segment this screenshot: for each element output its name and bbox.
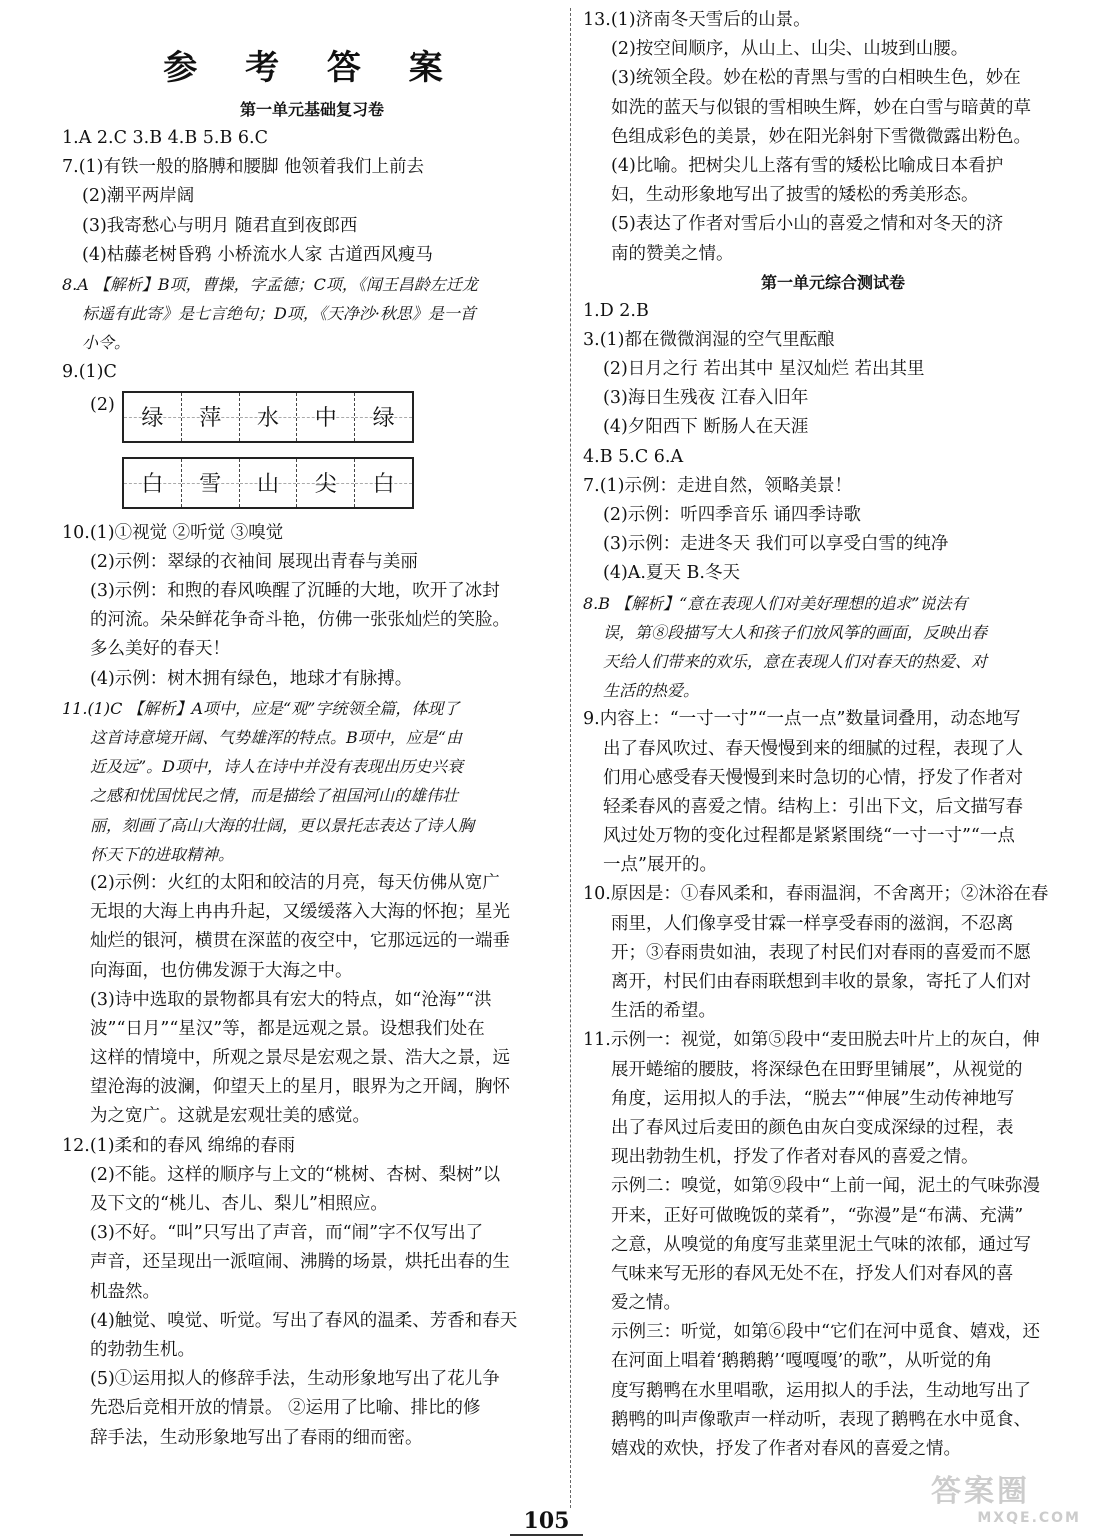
grid-cell (296, 459, 354, 507)
answer-line: 的勃勃生机。 (90, 1339, 195, 1360)
answer-line: (4)示例：树木拥有绿色，地球才有脉搏。 (90, 668, 413, 689)
answer-line: 波”“日月”“星汉”等，都是远观之景。设想我们处在 (90, 1018, 485, 1039)
answer-line: 的河流。朵朵鲜花争奇斗艳，仿佛一张张灿烂的笑脸。 (90, 610, 510, 631)
answer-line: (3)示例：走进冬天 我们可以享受白雪的纯净 (603, 534, 949, 555)
answer-line: 灿烂的银河，横贯在深蓝的夜空中，它那远远的一端垂 (90, 931, 510, 952)
grid-character: 山 (256, 472, 279, 498)
answer-line: 色组成彩色的美景，妙在阳光斜射下雪微微露出粉色。 (611, 126, 1031, 147)
grid-cell (181, 393, 239, 441)
answer-line: 出了春风过后麦田的颜色由灰白变成深绿的过程，表 (611, 1117, 1014, 1138)
answer-line: 爱之情。 (611, 1293, 681, 1314)
answer-line: 声音，还呈现出一派喧闹、沸腾的场景，烘托出春的生 (90, 1252, 510, 1273)
answer-line: (2)不能。这样的顺序与上文的“桃树、杏树、梨树”以 (90, 1164, 501, 1185)
answer-line: 开来，正好可做晚饭的菜肴”，“弥漫”是“布满、充满” (611, 1205, 1024, 1226)
answer-line: (2)示例：火红的太阳和皎洁的月亮，每天仿佛从宽广 (90, 872, 500, 893)
answer-line: (3)诗中选取的景物都具有宏大的特点，如“沧海”“洪 (90, 989, 492, 1010)
answer-line: 10.(1)①视觉 ②听觉 ③嗅觉 (62, 522, 284, 543)
answer-line: 辞手法，生动形象地写出了春雨的细而密。 (90, 1427, 423, 1448)
answer-line: (2)按空间顺序，从山上、山尖、山坡到山腰。 (611, 39, 969, 60)
answer-line: 一点”展开的。 (603, 855, 717, 876)
column-divider (570, 8, 571, 1508)
grid-cell (354, 459, 412, 507)
answer-line: 离开，村民们由春雨联想到丰收的景象，寄托了人们对 (611, 972, 1031, 992)
watermark-logo (931, 1466, 1081, 1530)
answer-line: 11.(1)C 【解析】A项中，应是“观”字统领全篇，体现了 (62, 698, 460, 718)
answer-line: (4)枯藤老树昏鸦 小桥流水人家 古道西风瘦马 (82, 244, 433, 265)
answer-line: 展开蜷缩的腰肢，将深绿色在田野里铺展”，从视觉的 (611, 1059, 1023, 1080)
answer-line: 气味来写无形的春风无处不在，抒发人们对春风的喜 (611, 1263, 1014, 1284)
grid-cell (181, 459, 239, 507)
grid-cell (296, 393, 354, 441)
answer-line: 之感和忧国忧民之情，而是描绘了祖国河山的雄伟壮 (90, 786, 459, 806)
grid-cell (354, 393, 412, 441)
left-answers-part-b (62, 519, 562, 1453)
answer-line: 这首诗意境开阔、气势雄浑的特点。B项中，应是“由 (90, 728, 462, 747)
answer-line: 在河面上唱着‘鹅鹅鹅’‘嘎嘎嘎’的歌”，从听觉的角 (611, 1351, 993, 1372)
answer-line: (4)夕阳西下 断肠人在天涯 (603, 417, 809, 438)
answer-line: 10.原因是：①春风柔和，春雨温润，不舍离开；②沐浴在春 (583, 884, 1049, 905)
section-title-comprehensive-test: 第一单元综合测试卷 (760, 272, 905, 292)
answer-line: 4.B 5.C 6.A (583, 446, 684, 467)
answer-line: 11.示例一：视觉，如第⑤段中“麦田脱去叶片上的灰白，伸 (583, 1030, 1040, 1051)
answer-line: 鹅鸭的叫声像歌声一样动听，表现了鹅鸭在水中觅食、 (611, 1409, 1031, 1430)
answer-line: 13.(1)济南冬天雪后的山景。 (583, 10, 811, 30)
answer-line: (3)海日生残夜 江春入旧年 (603, 388, 809, 409)
character-grid-row-1 (122, 391, 414, 443)
answer-line: 9.内容上：“一寸一寸”“一点一点”数量词叠用，动态地写 (583, 709, 1021, 730)
left-column (62, 0, 562, 1453)
answer-line: 示例二：嗅觉，如第⑨段中“上前一闻，泥土的气味弥漫 (611, 1176, 1040, 1197)
grid-character: 萍 (199, 406, 222, 432)
answer-line: 们用心感受春天慢慢到来时急切的心情，抒发了作者对 (603, 767, 1023, 788)
answer-line: 小令。 (82, 333, 131, 353)
answer-line: (2)示例：听四季音乐 诵四季诗歌 (603, 505, 861, 525)
grid-character: 雪 (199, 472, 222, 498)
answer-line: 7.(1)有铁一般的胳膊和腰脚 他领着我们上前去 (62, 157, 425, 178)
answer-line: 标遥有此寄》是七言绝句；D项，《天净沙·秋思》是一首 (82, 304, 476, 324)
grid-character: 尖 (314, 472, 337, 498)
answer-line: 误，第⑧段描写大人和孩子们放风筝的画面，反映出春 (603, 622, 988, 642)
answer-line: 怀天下的进取精神。 (90, 844, 235, 864)
character-grid-row-2 (122, 457, 414, 509)
left-answers-part-a (62, 124, 562, 387)
answer-line: 9.(1)C (62, 361, 117, 382)
answer-line: 近及远”。D项中，诗人在诗中并没有表现出历史兴衰 (90, 757, 464, 777)
answer-line: 向海面，也仿佛发源于大海之中。 (90, 960, 353, 981)
grid-character: 绿 (141, 406, 164, 432)
grid-cell (124, 459, 181, 507)
answer-line: (2)潮平两岸阔 (82, 186, 195, 207)
grid-character: 白 (141, 472, 164, 498)
grid-cell (124, 393, 181, 441)
answer-line: 3.(1)都在微微润湿的空气里酝酿 (583, 329, 835, 350)
answer-line: 雨里，人们像享受甘霖一样享受春雨的滋润，不忍离 (611, 913, 1014, 934)
answer-line: 度写鹅鸭在水里唱歌，运用拟人的手法，生动地写出了 (611, 1380, 1031, 1401)
answer-line: (3)示例：和煦的春风唤醒了沉睡的大地，吹开了冰封 (90, 581, 500, 602)
page-number: 105 (510, 1508, 584, 1536)
right-answers-part-b (583, 297, 1083, 1465)
right-answers-part-a (583, 6, 1083, 269)
right-column (583, 0, 1083, 1464)
grid-cell (239, 459, 297, 507)
answer-line: (2)日月之行 若出其中 星汉灿烂 若出其里 (603, 359, 925, 380)
answer-line: (3)不好。“叫”只写出了声音，而“闹”字不仅写出了 (90, 1223, 484, 1244)
answer-line: 之意，从嗅觉的角度写韭菜里泥土气味的浓郁，通过写 (611, 1234, 1031, 1255)
watermark-logo-url: MXQE.COM (977, 1510, 1081, 1526)
answer-line: 生活的热爱。 (603, 681, 700, 701)
answer-line: 7.(1)示例：走进自然，领略美景！ (583, 475, 852, 496)
answer-line: 无垠的大海上冉冉升起，又缓缓落入大海的怀抱；星光 (90, 902, 510, 923)
answer-line: 先恐后竞相开放的情景。 ②运用了比喻、排比的修 (90, 1398, 481, 1419)
answer-line: 望沧海的波澜，仰望天上的星月，眼界为之开阔，胸怀 (90, 1077, 510, 1098)
answer-line: 嬉戏的欢快，抒发了作者对春风的喜爱之情。 (611, 1439, 961, 1459)
answer-line: 生活的希望。 (611, 1001, 716, 1022)
grid-character: 水 (256, 406, 279, 432)
answer-line: 天给人们带来的欢乐，意在表现人们对春天的热爱、对 (603, 651, 988, 671)
answer-line: 12.(1)柔和的春风 绵绵的春雨 (62, 1135, 296, 1156)
grid-character: 白 (372, 472, 395, 498)
answer-line: 多么美好的春天！ (90, 639, 230, 660)
answer-line: 如洗的蓝天与似银的雪相映生辉，妙在白雪与暗黄的草 (611, 97, 1031, 118)
answer-line: 出了春风吹过、春天慢慢到来的细腻的过程，表现了人 (603, 738, 1023, 759)
grid-label: (2) (90, 394, 115, 415)
answer-line: 为之宽广。这就是宏观壮美的感觉。 (90, 1106, 370, 1127)
answer-line: (4)触觉、嗅觉、听觉。写出了春风的温柔、芳香和春天 (90, 1310, 518, 1331)
answer-line: (2)示例：翠绿的衣袖间 展现出青春与美丽 (90, 551, 418, 572)
grid-character: 中 (314, 406, 337, 432)
answer-line: (3)统领全段。妙在松的青黑与雪的白相映生色，妙在 (611, 68, 1021, 89)
answer-line: 角度，运用拟人的手法，“脱去”“伸展”生动传神地写 (611, 1088, 1015, 1109)
answer-line: (4)A.夏天 B.冬天 (603, 563, 740, 584)
answer-line: 及下文的“桃儿、杏儿、梨儿”相照应。 (90, 1194, 388, 1214)
answer-line: 示例三：听觉，如第⑥段中“它们在河中觅食、嬉戏，还 (611, 1322, 1040, 1343)
character-grid-answer (62, 387, 562, 519)
answer-line: 1.A 2.C 3.B 4.B 5.B 6.C (62, 128, 268, 148)
answer-line: 8.A 【解析】B项，曹操，字孟德；C项，《闻王昌龄左迁龙 (62, 274, 478, 294)
answer-line: 南的赞美之情。 (611, 243, 734, 264)
answer-line: (5)表达了作者对雪后小山的喜爱之情和对冬天的济 (611, 214, 1004, 235)
page-footer (0, 1508, 1093, 1536)
answer-line: 丽，刻画了高山大海的壮阔，更以景托志表达了诗人胸 (90, 815, 475, 835)
answer-line: 1.D 2.B (583, 300, 649, 321)
answer-line: 这样的情境中，所观之景尽是宏观之景、浩大之景，远 (90, 1048, 510, 1069)
answer-line: 轻柔春风的喜爱之情。结构上：引出下文，后文描写春 (603, 796, 1023, 817)
grid-character: 绿 (372, 406, 395, 432)
answer-line: (3)我寄愁心与明月 随君直到夜郎西 (82, 215, 358, 236)
answer-line: 风过处万物的变化过程都是紧紧围绕“一寸一寸”“一点 (603, 826, 1015, 847)
page-title: 参 考 答 案 (163, 48, 461, 88)
answer-line: 8.B 【解析】“意在表现人们对美好理想的追求”说法有 (583, 593, 968, 613)
watermark-logo-text: 答案圈 (931, 1474, 1030, 1509)
section-title-basic-review: 第一单元基础复习卷 (239, 100, 384, 119)
answer-line: 妇，生动形象地写出了披雪的矮松的秀美形态。 (611, 185, 979, 206)
answer-line: (4)比喻。把树尖儿上落有雪的矮松比喻成日本看护 (611, 155, 1004, 176)
answer-line: (5)①运用拟人的修辞手法，生动形象地写出了花儿争 (90, 1369, 500, 1390)
answer-line: 机盎然。 (90, 1281, 160, 1302)
answer-line: 现出勃勃生机，抒发了作者对春风的喜爱之情。 (611, 1147, 979, 1168)
answer-line: 开；③春雨贵如油，表现了村民们对春雨的喜爱而不愿 (611, 942, 1031, 963)
grid-cell (239, 393, 297, 441)
